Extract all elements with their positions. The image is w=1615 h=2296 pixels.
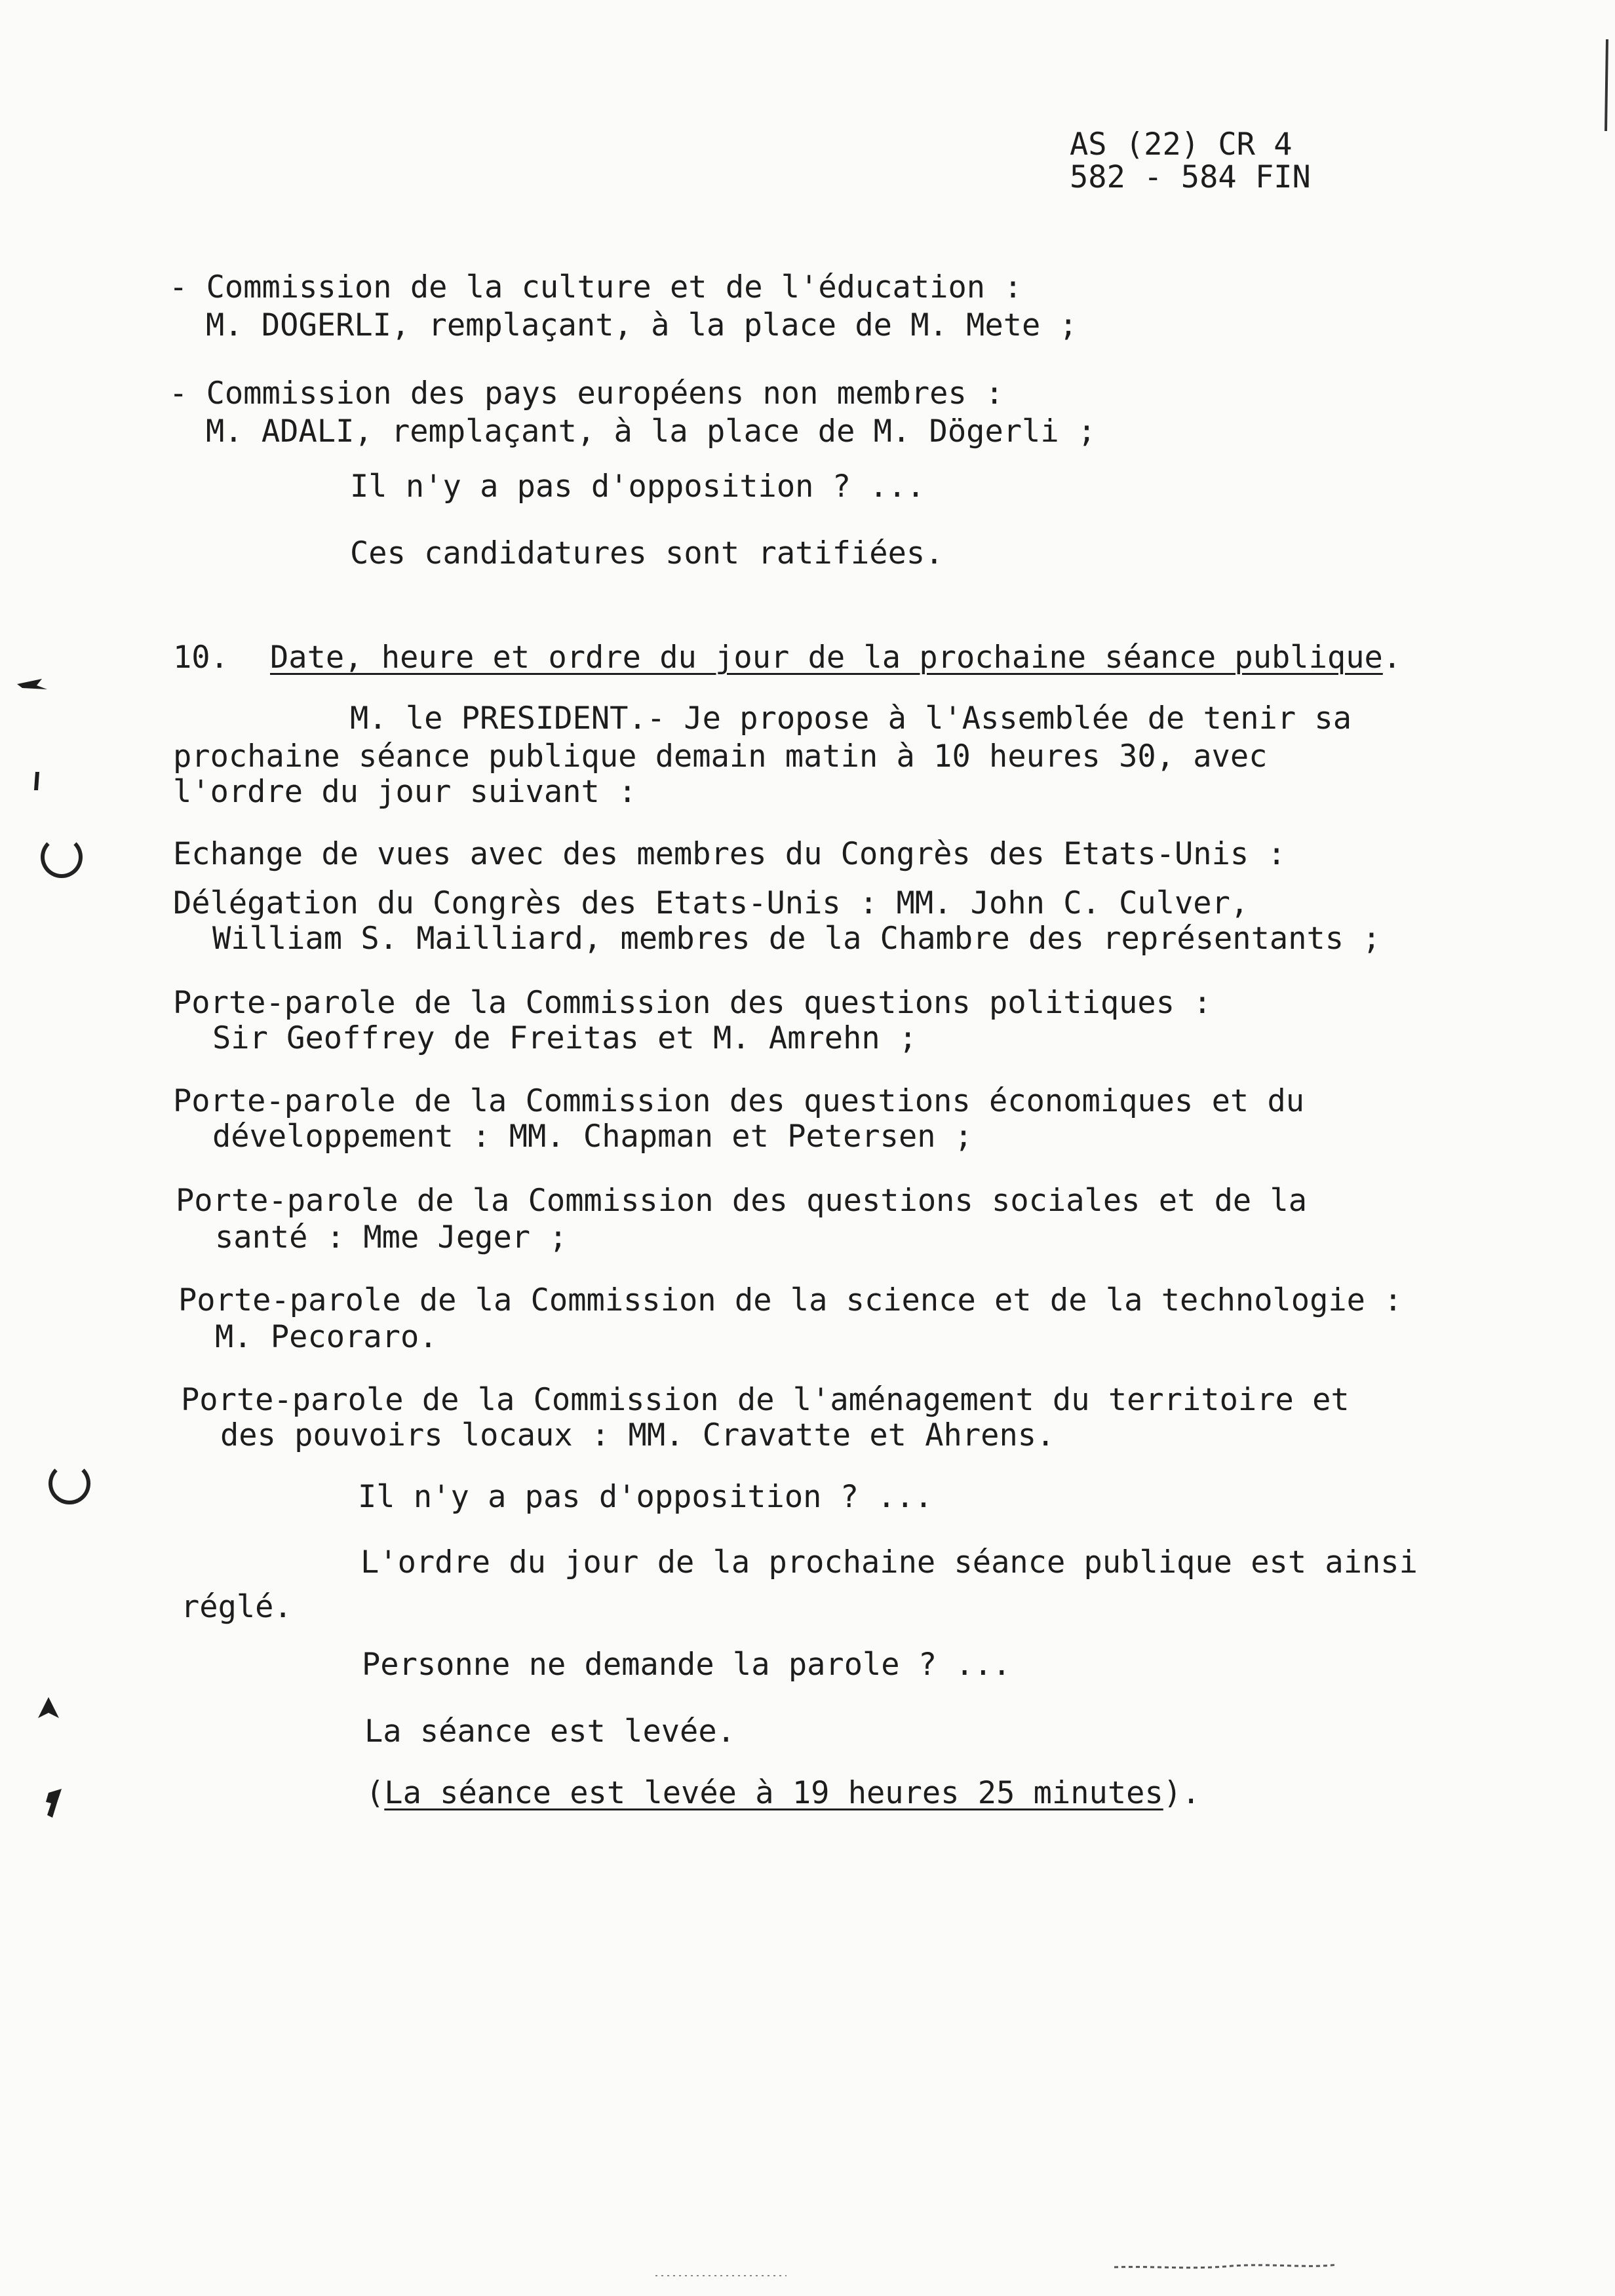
punch-hole-mark [49,1463,90,1504]
closing-time-open: ( [366,1775,385,1811]
page-edge-mark [1599,39,1612,131]
agenda-item-line: M. Pecoraro. [215,1319,438,1355]
reference-line-1: AS (22) CR 4 [1070,126,1293,163]
opposition-question: Il n'y a pas d'opposition ? ... [358,1479,933,1515]
punch-hole-mark [41,836,83,878]
agenda-item-line: santé : Mme Jeger ; [215,1219,568,1255]
candidature-detail: M. DOGERLI, remplaçant, à la place de M. Mete ; [206,307,1078,343]
agenda-settled-line: L'ordre du jour de la prochaine séance publique est ainsi [360,1544,1418,1580]
agenda-item-line: Porte-parole de la Commission des questions politiques : [173,985,1212,1021]
opposition-question: Il n'y a pas d'opposition ? ... [350,469,925,505]
agenda-settled-line: réglé. [181,1589,292,1625]
candidature-commission: - Commission des pays européens non membres : [169,375,1004,411]
margin-tick-mark [42,1786,68,1820]
president-statement-line: prochaine séance publique demain matin à 10 heures 30, avec [173,738,1268,775]
no-speaker-question: Personne ne demande la parole ? ... [362,1647,1011,1683]
agenda-item-line: Porte-parole de la Commission de la science et de la technologie : [178,1282,1403,1318]
reference-line-2: 582 - 584 FIN [1070,159,1311,195]
closing-time-close: ). [1163,1775,1201,1811]
president-statement-line: l'ordre du jour suivant : [173,774,637,810]
agenda-item-line: Sir Geoffrey de Freitas et M. Amrehn ; [212,1020,918,1056]
section-number: 10. [173,640,229,676]
agenda-item-line: Porte-parole de la Commission de l'aménagement du territoire et [181,1382,1350,1418]
candidature-commission: - Commission de la culture et de l'éducation : [169,269,1022,305]
section-title-period: . [1382,640,1402,676]
candidature-detail: M. ADALI, remplaçant, à la place de M. Dögerli ; [206,413,1097,450]
scan-noise-mark [1114,2254,1337,2274]
section-title: Date, heure et ordre du jour de la prochaine séance publique [270,640,1383,676]
margin-arrow-mark [16,675,49,695]
closing-time: La séance est levée à 19 heures 25 minutes [384,1775,1163,1811]
agenda-item-line: Porte-parole de la Commission des questions sociales et de la [176,1183,1308,1219]
agenda-item-line: développement : MM. Chapman et Petersen ; [212,1119,973,1155]
agenda-item-line: Délégation du Congrès des Etats-Unis : MM. John C. Culver, [173,885,1249,921]
scan-noise-mark [655,2272,787,2279]
session-closed: La séance est levée. [364,1713,735,1750]
president-statement-line: M. le PRESIDENT.- Je propose à l'Assemblée de tenir sa [350,700,1352,737]
ratification-statement: Ces candidatures sont ratifiées. [350,535,944,571]
agenda-item-line: Porte-parole de la Commission des questions économiques et du [173,1083,1305,1119]
exchange-of-views: Echange de vues avec des membres du Congrès des Etats-Unis : [173,836,1286,872]
agenda-item-line: des pouvoirs locaux : MM. Cravatte et Ahrens. [220,1417,1055,1453]
margin-tick-mark [30,771,43,793]
margin-arrow-mark [35,1696,62,1722]
agenda-item-line: William S. Mailliard, membres de la Chambre des représentants ; [212,921,1381,957]
